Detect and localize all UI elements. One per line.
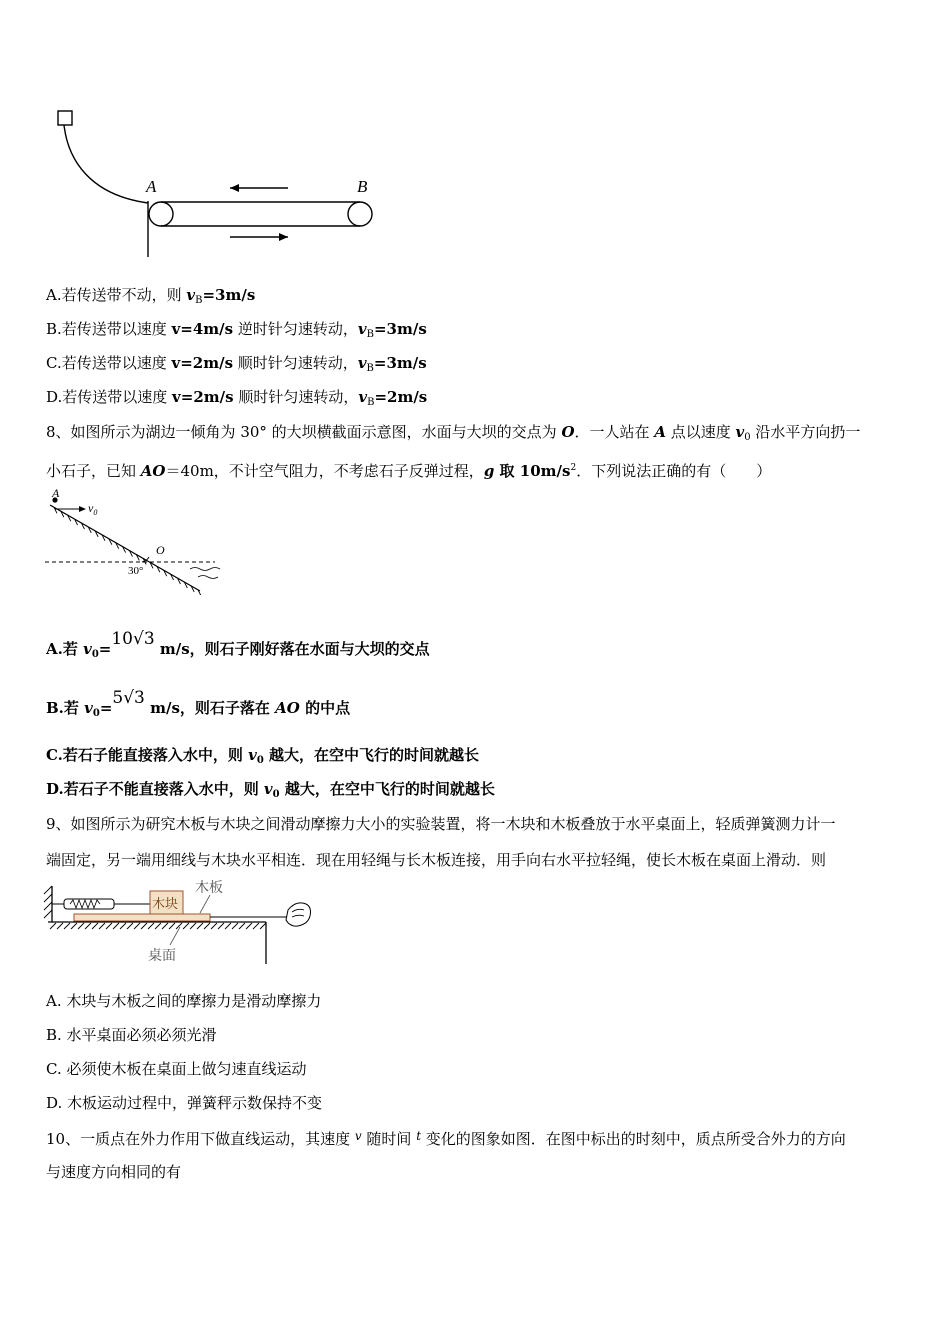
wood-board bbox=[74, 914, 210, 921]
conveyor-figure bbox=[40, 100, 400, 270]
label-board: 木板 bbox=[195, 881, 223, 896]
label-a-point: A bbox=[52, 486, 60, 500]
curved-track bbox=[64, 125, 148, 203]
q7-option-c: C.若传送带以速度 v=2m/s 顺时针匀速转动，$v_B=3m/s$ bbox=[46, 354, 427, 374]
label-angle: 30° bbox=[128, 565, 144, 577]
q8-option-a: A.若 $v_0=10√3$ m/s，则石子刚好落在水面与大坝的交点 bbox=[46, 629, 430, 660]
label-v0: $v_0$ bbox=[88, 501, 98, 517]
label-table: 桌面 bbox=[148, 949, 176, 964]
q10-stem-line2: 与速度方向相同的有 bbox=[46, 1163, 182, 1181]
q8-option-d: D.若石子不能直接落入水中，则 $v_0$ 越大，在空中飞行的时间就越长 bbox=[46, 780, 495, 800]
v0-arrow-head bbox=[79, 506, 86, 512]
arrow-right-head bbox=[279, 233, 288, 241]
spring-scale bbox=[64, 899, 114, 909]
q9-option-a: A. 木块与木板之间的摩擦力是滑动摩擦力 bbox=[46, 992, 322, 1010]
arrow-left-head bbox=[230, 184, 239, 192]
label-a: A bbox=[146, 177, 157, 196]
q9-stem-line1: 9、如图所示为研究木板与木块之间滑动摩擦力大小的实验装置，将一木块和木板叠放于水平桌面上，轻质弹簧测力计一 bbox=[46, 815, 836, 833]
q7-option-b: B.若传送带以速度 v=4m/s 逆时针匀速转动，$v_B=3m/s$ bbox=[46, 320, 427, 340]
left-wall-hatch bbox=[44, 886, 52, 918]
wave-2 bbox=[198, 576, 218, 579]
wave-1 bbox=[190, 568, 220, 571]
q9-option-b: B. 水平桌面必须必须光滑 bbox=[46, 1026, 217, 1044]
q8-stem-line1: 8、如图所示为湖边一倾角为 30° 的大坝横截面示意图，水面与大坝的交点为 O．一人站在 A 点以速度 $v_0$ 沿水平方向扔一 bbox=[46, 423, 861, 443]
label-b: B bbox=[357, 177, 368, 196]
board-pointer bbox=[200, 895, 210, 913]
dam-figure bbox=[40, 485, 240, 595]
table-pointer bbox=[170, 927, 180, 945]
q7-option-d: D.若传送带以速度 v=2m/s 顺时针匀速转动，$v_B=2m/s$ bbox=[46, 388, 428, 408]
q9-option-c: C. 必须使木板在桌面上做匀速直线运动 bbox=[46, 1060, 307, 1078]
pulley-a bbox=[149, 202, 173, 226]
slider-block bbox=[58, 111, 72, 125]
q9-option-d: D. 木板运动过程中，弹簧秤示数保持不变 bbox=[46, 1094, 323, 1112]
hand-icon bbox=[286, 903, 311, 926]
q10-stem-line1: 10、一质点在外力作用下做直线运动，其速度 $^v$ 随时间 $^t$ 变化的图象如图．在图中标出的时刻中，质点所受合外力的方向 bbox=[46, 1129, 846, 1148]
q8-option-c: C.若石子能直接落入水中，则 $v_0$ 越大，在空中飞行的时间就越长 bbox=[46, 746, 480, 766]
label-o: O bbox=[156, 543, 165, 557]
q7-option-a: A.若传送带不动，则 $v_B=3m/s$ bbox=[46, 286, 256, 306]
q8-stem-line2: 小石子，已知 AO＝40m，不计空气阻力，不考虑石子反弹过程，g 取 $10m/s^2$．下列说法正确的有（ ） bbox=[46, 462, 772, 480]
friction-figure bbox=[40, 876, 330, 966]
pulley-b bbox=[348, 202, 372, 226]
q9-stem-line2: 端固定，另一端用细线与木块水平相连．现在用轻绳与长木板连接，用手向右水平拉轻绳，使长木板在桌面上滑动．则 bbox=[46, 851, 827, 869]
q8-option-b: B.若 $v_0=5√3$ m/s，则石子落在 AO 的中点 bbox=[46, 688, 351, 719]
table-hatch bbox=[50, 923, 266, 929]
label-block: 木块 bbox=[152, 896, 179, 911]
